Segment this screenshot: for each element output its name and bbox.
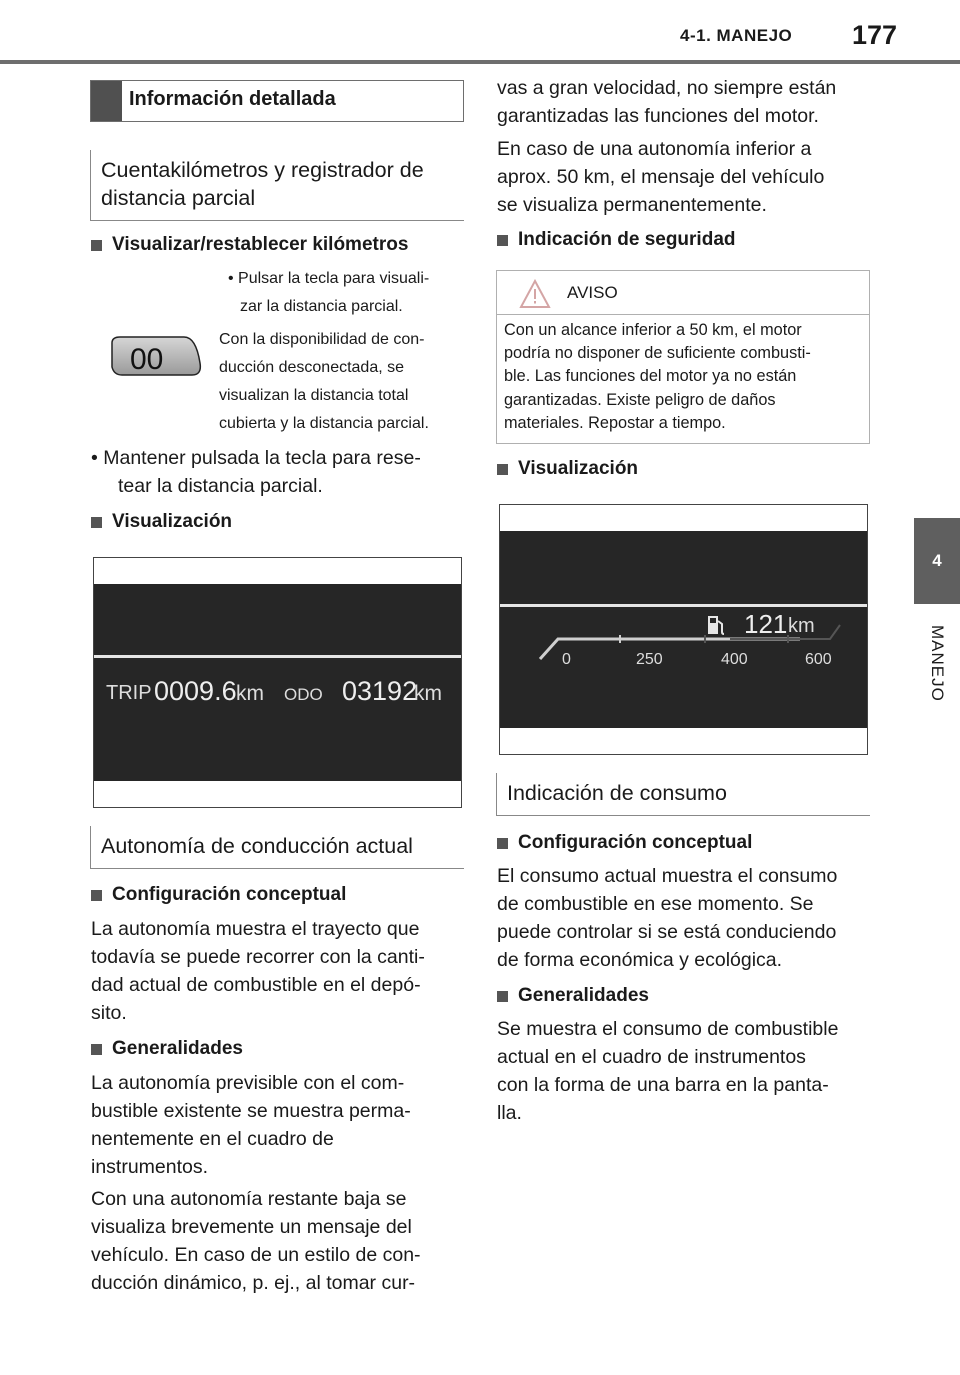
paragraph-continuation: vas a gran velocidad, no siempre están garantizadas las funciones del motor. xyxy=(497,77,837,127)
chapter-label: MANEJO xyxy=(928,624,947,702)
heading-config-left: Configuración conceptual xyxy=(91,884,346,906)
warning-triangle-icon xyxy=(519,279,551,309)
heading-config-right: Configuración conceptual xyxy=(497,832,752,854)
trip-unit: km xyxy=(236,682,264,705)
range-display-figure xyxy=(499,504,868,755)
page-number: 177 xyxy=(852,20,898,50)
paragraph-config-right: El consumo actual muestra el consumo de combustible en ese momento. Se puede controlar si se está conduciendo de forma económica y ecológica. xyxy=(497,865,838,971)
heading-square-icon xyxy=(91,1044,102,1055)
paragraph-config-left: La autonomía muestra el trayecto que todavía se puede recorrer con la canti- dad actual de combustible en el depó- sito. xyxy=(91,918,425,1024)
warning-text: Con un alcance inferior a 50 km, el motor podría no disponer de suficiente combusti- ble. Las funciones del motor ya no están garantizadas. Existe peligro de daños materiales. Repostar a tiempo. xyxy=(504,321,811,432)
heading-visualizacion-left: Visualización xyxy=(91,511,232,533)
paragraph-general-left-1: La autonomía previsible con el com- bustible existente se muestra perma- nentemente en el cuadro de instrumentos. xyxy=(91,1072,411,1178)
odo-label: ODO xyxy=(284,685,323,704)
heading-square-icon xyxy=(497,235,508,246)
heading-seguridad: Indicación de seguridad xyxy=(497,229,736,251)
header-rule xyxy=(0,60,960,64)
heading-general-left: Generalidades xyxy=(91,1038,243,1060)
note-disponibilidad: Con la disponibilidad de con- ducción desconectada, se visualizan la distancia total cubierta y la distancia parcial. xyxy=(219,331,429,432)
range-value: 121 xyxy=(744,609,788,639)
heading-square-icon xyxy=(91,890,102,901)
trip-label: TRIP xyxy=(106,682,152,704)
paragraph-general-left-2: Con una autonomía restante baja se visualiza brevemente un mensaje del vehículo. En caso de un estilo de con- ducción dinámico, p. ej., al tomar cur- xyxy=(91,1188,421,1294)
subsection-title-consumo: Indicación de consumo xyxy=(496,773,870,816)
section-header-block xyxy=(91,81,122,121)
trip-reset-key-icon xyxy=(108,333,204,379)
subsection-title-autonomia: Autonomía de conducción actual xyxy=(90,826,464,869)
odometer-display-figure xyxy=(93,557,462,808)
heading-visualizacion-right: Visualización xyxy=(497,458,638,480)
section-header xyxy=(90,80,464,122)
key-label: 00 xyxy=(130,343,164,376)
warning-box xyxy=(496,270,870,444)
scale-tick-400: 400 xyxy=(721,651,748,668)
chapter-tab: 4 xyxy=(914,518,960,604)
scale-tick-600: 600 xyxy=(805,651,832,668)
trip-value: 0009.6 xyxy=(154,676,237,706)
heading-square-icon xyxy=(497,991,508,1002)
heading-square-icon xyxy=(91,517,102,528)
fuel-pump-icon xyxy=(704,613,728,637)
screen-divider xyxy=(94,655,461,658)
paragraph-general-right: Se muestra el consumo de combustible actual en el cuadro de instrumentos con la forma de una barra en la panta- lla. xyxy=(497,1018,839,1124)
odo-unit: km xyxy=(414,682,442,705)
heading-square-icon xyxy=(497,464,508,475)
bullet-pulsar: • Pulsar la tecla para visuali- zar la distancia parcial. xyxy=(228,270,430,315)
heading-square-icon xyxy=(91,240,102,251)
heading-general-right: Generalidades xyxy=(497,985,649,1007)
warning-box-header xyxy=(497,271,869,315)
gauge-bar xyxy=(540,639,800,659)
scale-tick-0: 0 xyxy=(562,651,571,668)
odo-value: 03192 xyxy=(342,676,418,706)
paragraph-caso: En caso de una autonomía inferior a aprox. 50 km, el mensaje del vehículo se visualiza permanentemente. xyxy=(497,138,825,216)
bullet-mantener: • Mantener pulsada la tecla para rese- tear la distancia parcial. xyxy=(91,447,421,497)
warning-label: AVISO xyxy=(567,283,618,302)
range-unit: km xyxy=(788,615,815,637)
section-title: Información detallada xyxy=(129,88,336,110)
scale-tick-250: 250 xyxy=(636,651,663,668)
running-header-section: 4-1. MANEJO xyxy=(680,26,793,45)
heading-square-icon xyxy=(497,838,508,849)
subsection-title-odometer: Cuentakilómetros y registrador de distancia parcial xyxy=(90,150,464,221)
heading-visualizar: Visualizar/restablecer kilómetros xyxy=(91,234,408,256)
